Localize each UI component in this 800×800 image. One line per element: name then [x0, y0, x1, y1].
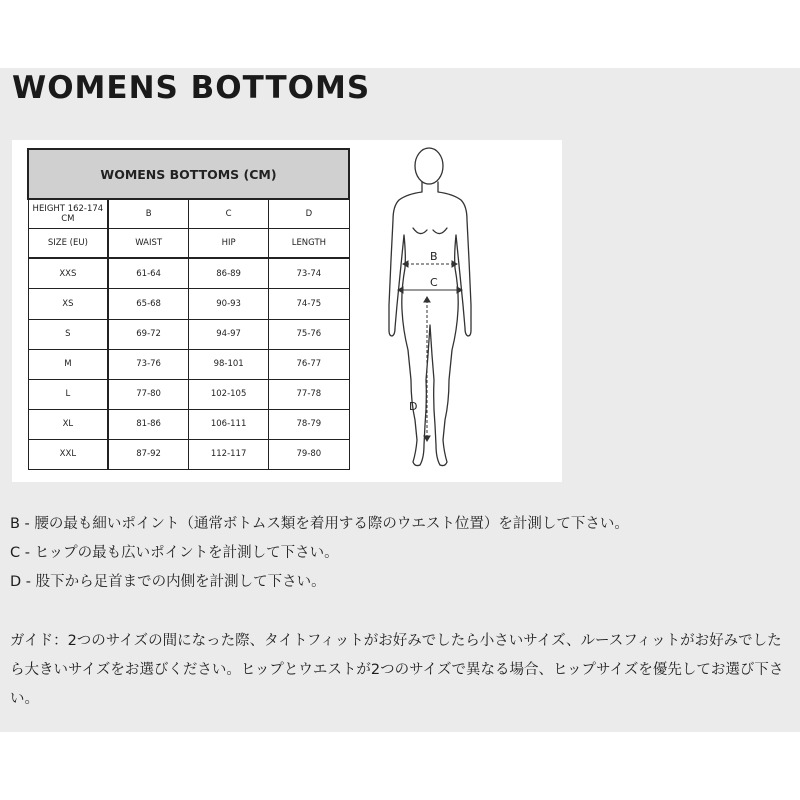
length-cell: 79-80: [269, 439, 349, 469]
note-d: D - 股下から足首までの内側を計測して下さい。: [10, 574, 326, 590]
header-cell: WAIST: [108, 229, 188, 259]
table-row: [28, 409, 349, 439]
table-row: [28, 349, 349, 379]
note-c: C - ヒップの最も広いポイントを計測して下さい。: [10, 545, 339, 561]
hip-cell: 94-97: [189, 319, 269, 349]
size-cell: XXL: [28, 439, 108, 469]
size-cell: XXS: [28, 258, 108, 289]
waist-cell: 69-72: [108, 319, 188, 349]
table-row: [28, 439, 349, 469]
figure-head: [415, 148, 443, 184]
header-cell: SIZE (EU): [28, 229, 108, 259]
waist-cell: 73-76: [108, 349, 188, 379]
length-cell: 74-75: [269, 289, 349, 319]
waist-cell: 81-86: [108, 409, 188, 439]
length-cell: 73-74: [269, 258, 349, 289]
header-cell: C: [189, 199, 269, 229]
header-cell: HEIGHT 162-174 CM: [28, 199, 108, 229]
length-cell: 78-79: [269, 409, 349, 439]
size-guide-text: ガイド：2つのサイズの間になった際、タイトフィットがお好みでしたら小さいサイズ、ルースフィットがお好みでしたら大きいサイズをお選びください。ヒップとウエストが2つのサイズで異なる場合、ヒップサイズを優先してお選び下さい。: [10, 633, 784, 707]
hip-cell: 102-105: [189, 379, 269, 409]
length-cell: 77-78: [269, 379, 349, 409]
body-measurement-figure: [375, 140, 495, 480]
waist-cell: 61-64: [108, 258, 188, 289]
waist-cell: 77-80: [108, 379, 188, 409]
table-row: [28, 379, 349, 409]
header-cell: B: [108, 199, 188, 229]
waist-cell: 65-68: [108, 289, 188, 319]
size-table: [27, 148, 350, 470]
hip-cell: 98-101: [189, 349, 269, 379]
header-cell: HIP: [189, 229, 269, 259]
length-cell: 75-76: [269, 319, 349, 349]
table-row: [28, 289, 349, 319]
label-c: C: [430, 276, 438, 289]
table-row: [28, 319, 349, 349]
table-row: [28, 258, 349, 289]
size-cell: L: [28, 379, 108, 409]
waist-cell: 87-92: [108, 439, 188, 469]
size-cell: XS: [28, 289, 108, 319]
header-cell: LENGTH: [269, 229, 349, 259]
label-b: B: [430, 250, 438, 263]
size-cell: S: [28, 319, 108, 349]
size-cell: M: [28, 349, 108, 379]
hip-cell: 112-117: [189, 439, 269, 469]
measurement-notes: [10, 510, 795, 597]
size-cell: XL: [28, 409, 108, 439]
figure-body-outline: [389, 182, 471, 466]
hip-cell: 106-111: [189, 409, 269, 439]
length-cell: 76-77: [269, 349, 349, 379]
hip-cell: 86-89: [189, 258, 269, 289]
note-b: B - 腰の最も細いポイント（通常ボトムス類を着用する際のウエスト位置）を計測して下さい。: [10, 516, 629, 532]
page-title: WOMENS BOTTOMS: [12, 70, 371, 106]
table-title: WOMENS BOTTOMS (CM): [28, 149, 349, 199]
hip-cell: 90-93: [189, 289, 269, 319]
header-cell: D: [269, 199, 349, 229]
label-d: D: [409, 400, 418, 413]
